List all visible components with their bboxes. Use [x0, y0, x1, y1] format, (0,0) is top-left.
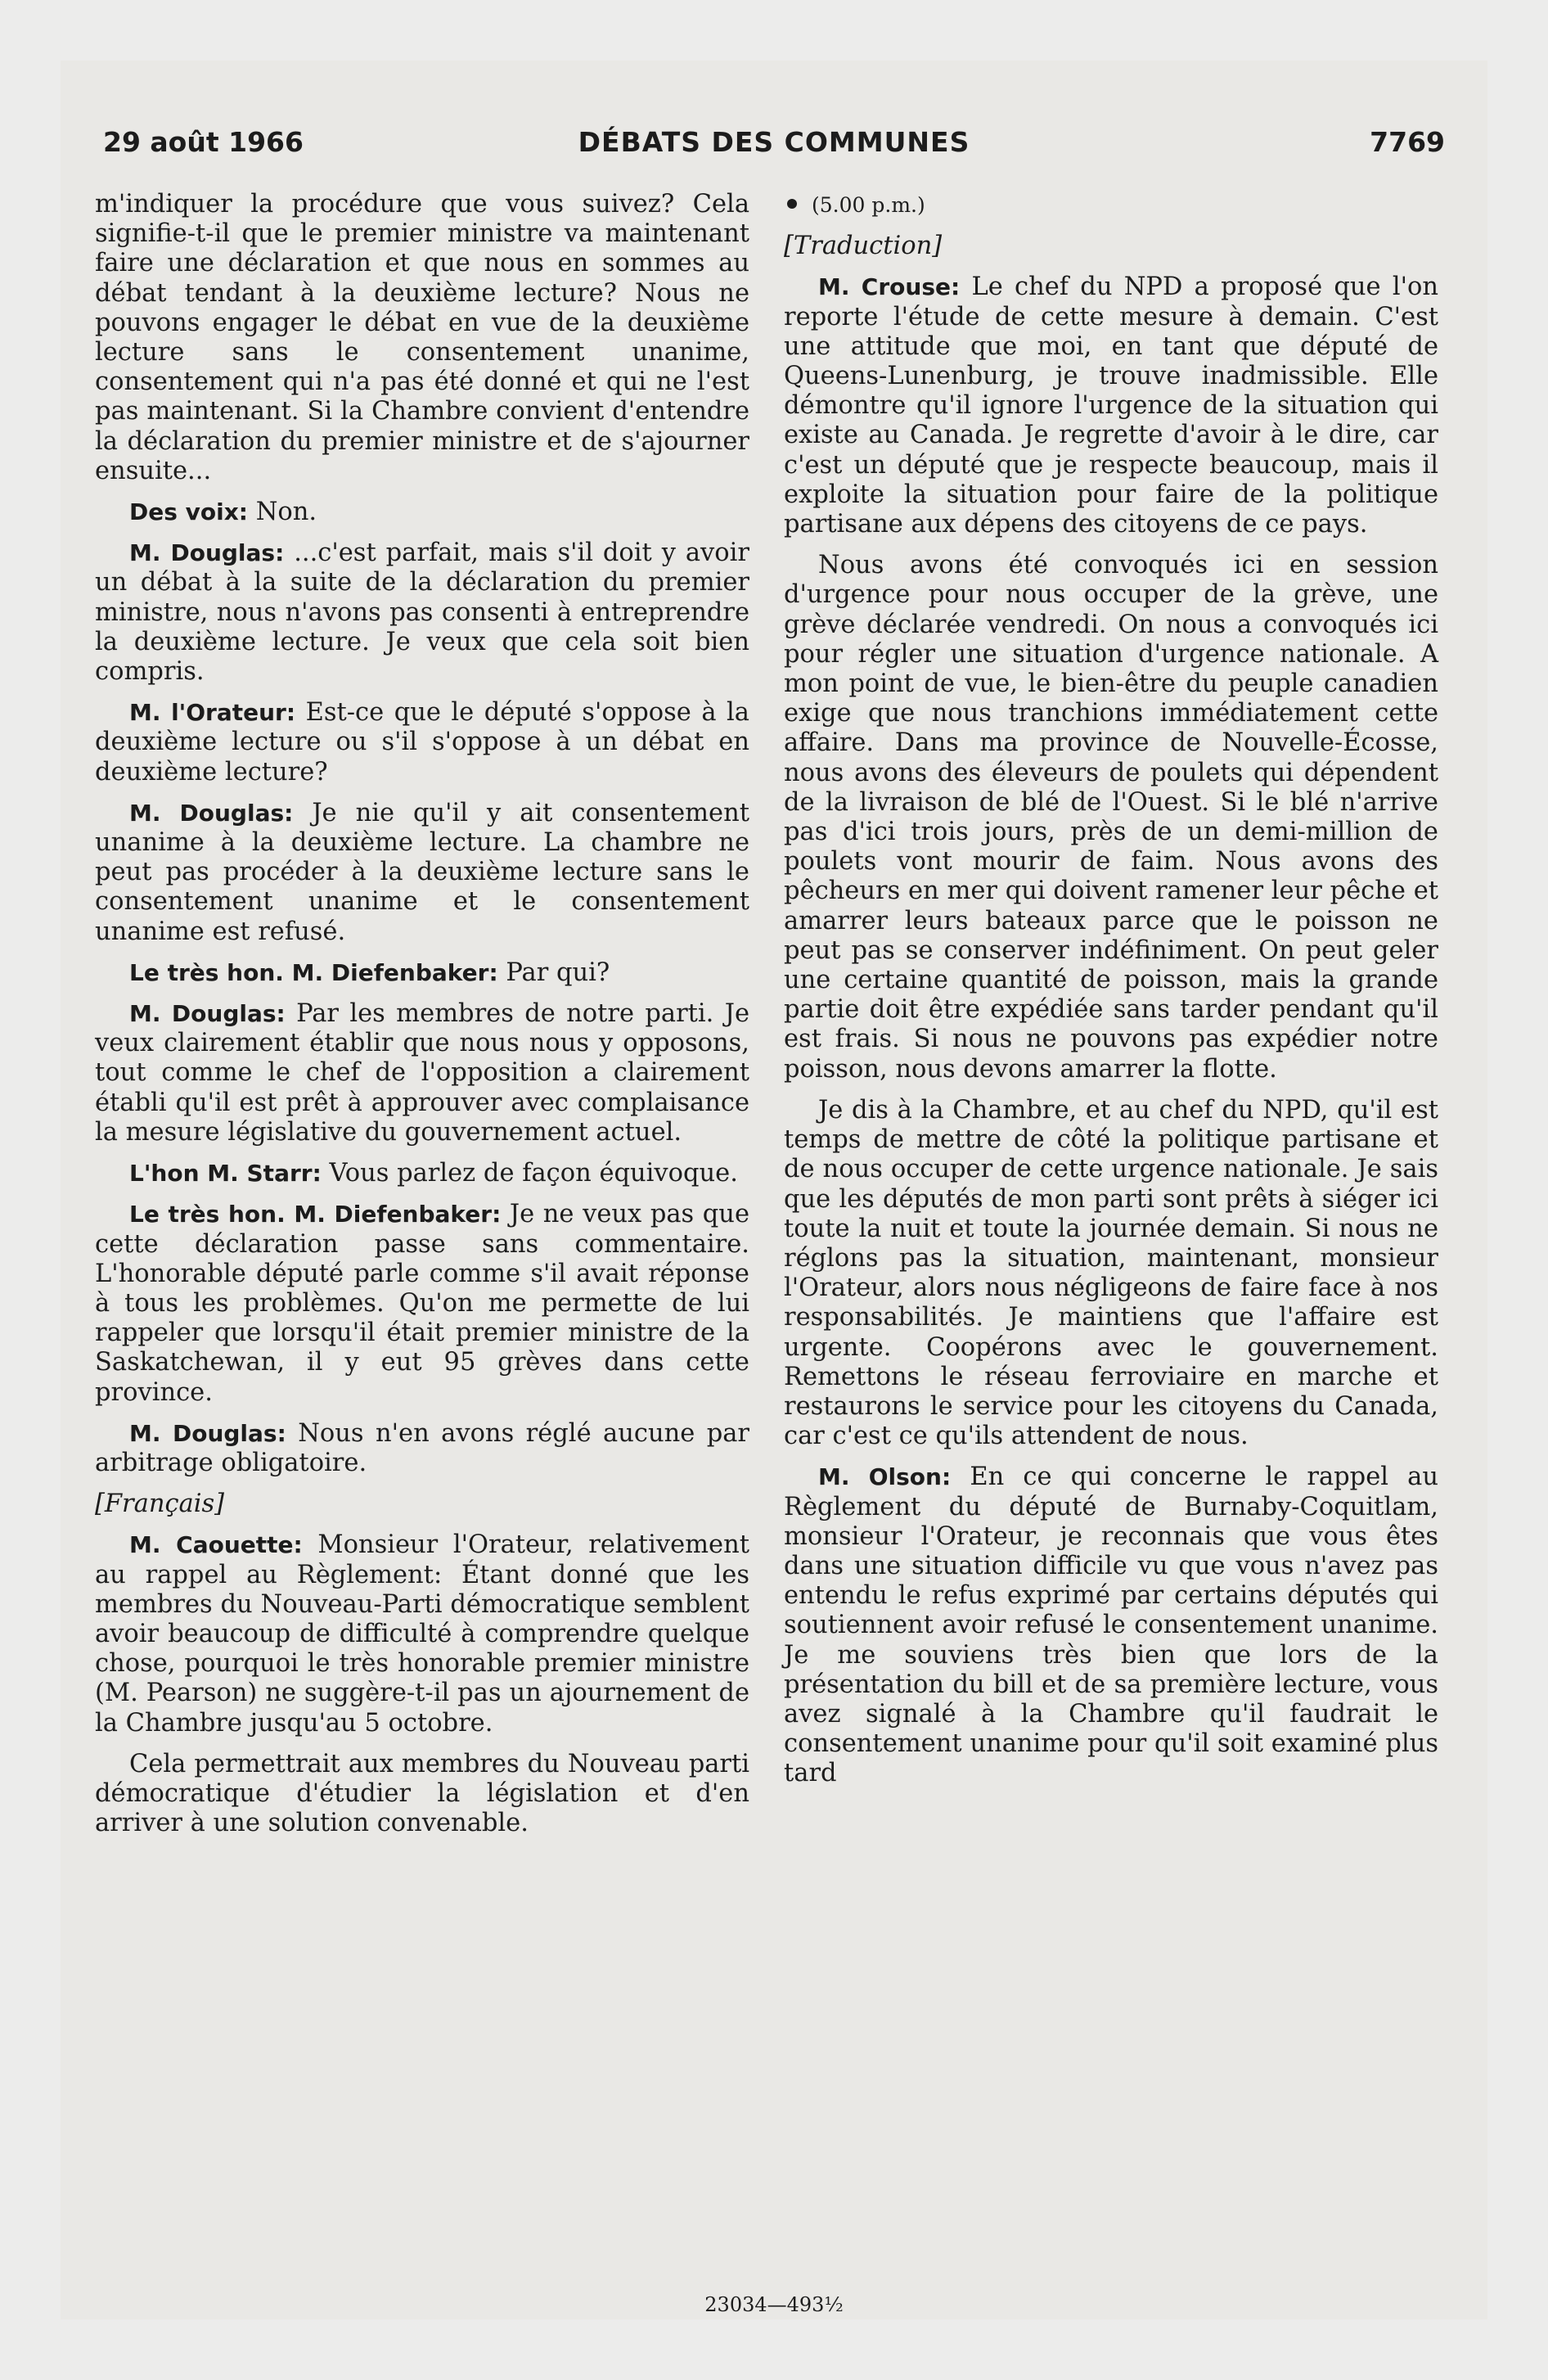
- speech: M. Douglas: Par les membres de notre parti. Je veux clairement établir que nous nous y opposons, tout comme le chef de l'opposition a clairement établi qu'il est prêt à approuver avec complaisance la mesure législative du gouvernement actuel.: [95, 999, 749, 1147]
- speech: M. l'Orateur: Est-ce que le député s'oppose à la deuxième lecture ou s'il s'oppose à un débat en deuxième lecture?: [95, 698, 749, 787]
- speech: L'hon M. Starr: Vous parlez de façon équivoque.: [129, 1159, 738, 1188]
- page-header: [103, 126, 1445, 175]
- speech: M. Caouette: Monsieur l'Orateur, relativement au rappel au Règlement: Étant donné que les membres du Nouveau-Parti démocratique semblent avoir beaucoup de difficulté à comprendre quelque chose, pourquoi le très honorable premier ministre (M. Pearson) ne suggère-t-il pas un ajournement de la Chambre jusqu'au 5 octobre.: [95, 1530, 749, 1738]
- speaker-name: Le très hon. M. Diefenbaker:: [129, 958, 498, 986]
- speech: M. Crouse: Le chef du NPD a proposé que l'on reporte l'étude de cette mesure à demain. C'est une attitude que moi, en tant que député de Queens-Lunenburg, je trouve inadmissible. Elle démontre qu'il ignore l'urgence de la situation qui existe au Canada. Je regrette d'avoir à le dire, car c'est un député que je respecte beaucoup, mais il exploite la situation pour faire de la politique partisane aux dépens des citoyens de ce pays.: [784, 273, 1438, 539]
- bullet-icon: [787, 199, 797, 209]
- document-page: [61, 61, 1487, 2319]
- speaker-name: M. Caouette:: [129, 1531, 303, 1559]
- speech: M. Olson: En ce qui concerne le rappel au Règlement du député de Burnaby-Coquitlam, monsieur l'Orateur, je reconnais que vous êtes dans une situation difficile vu que vous n'avez pas entendu le refus exprimé par certains députés qui soutiennent avoir refusé le consentement unanime. Je me souviens très bien que lors de la présentation du bill et de sa première lecture, vous avez signalé à la Chambre qu'il faudrait le consentement unanime pour qu'il soit examiné plus tard: [784, 1463, 1439, 1788]
- speaker-name: M. Douglas:: [129, 1000, 286, 1028]
- speech: M. Douglas: Je nie qu'il y ait consentement unanime à la deuxième lecture. La chambre ne peut pas procéder à la deuxième lecture sans le consentement unanime et le consentement unanime est refusé.: [95, 798, 749, 946]
- speaker-name: M. Douglas:: [129, 799, 294, 827]
- speaker-name: M. Olson:: [818, 1463, 952, 1491]
- speech: Le très hon. M. Diefenbaker: Je ne veux pas que cette déclaration passe sans commentaire. L'honorable député parle comme s'il avait réponse à tous les problèmes. Qu'on me permette de lui rappeler que lorsqu'il était premier ministre de la Saskatchewan, il y eut 95 grèves dans cette province.: [95, 1200, 749, 1407]
- speaker-name: M. l'Orateur:: [129, 699, 296, 727]
- speech: M. Douglas: Nous n'en avons réglé aucune par arbitrage obligatoire.: [95, 1418, 750, 1477]
- right-column: [784, 190, 1438, 1801]
- paragraph: Cela permettrait aux membres du Nouveau parti démocratique d'étudier la législation et d'en arriver à une solution convenable.: [95, 1749, 749, 1838]
- speaker-name: L'hon M. Starr:: [129, 1160, 322, 1188]
- speaker-name: M. Douglas:: [129, 1419, 286, 1447]
- speaker-name: M. Douglas:: [129, 539, 285, 567]
- language-note: [Français]: [95, 1490, 225, 1519]
- header-title: DÉBATS DES COMMUNES: [578, 126, 970, 158]
- header-date: 29 août 1966: [103, 126, 304, 158]
- paragraph: Nous avons été convoqués ici en session d'urgence pour nous occuper de la grève, une grève déclarée vendredi. On nous a convoqués ici pour régler une situation d'urgence nationale. A mon point de vue, le bien-être du peuple canadien exige que nous tranchions immédiatement cette affaire. Dans ma province de Nouvelle-Écosse, nous avons des éleveurs de poulets qui dépendent de la livraison de blé de l'Ouest. Si le blé n'arrive pas d'ici trois jours, près de un demi-million de poulets vont mourir de faim. Nous avons des pêcheurs en mer qui doivent ramener leur pêche et amarrer leurs bateaux parce que le poisson ne peut pas se conserver indéfiniment. On peut geler une certaine quantité de poisson, mais la grande partie doit être expédiée sans tarder pendant qu'il est frais. Si nous ne pouvons pas expédier notre poisson, nous devons amarrer la flotte.: [784, 551, 1438, 1084]
- speaker-name: Le très hon. M. Diefenbaker:: [129, 1201, 502, 1228]
- paragraph: Je dis à la Chambre, et au chef du NPD, qu'il est temps de mettre de côté la politique partisane et de nous occuper de cette urgence nationale. Je sais que les députés de mon parti sont prêts à siéger ici toute la nuit et toute la journée demain. Si nous ne réglons pas la situation, maintenant, monsieur l'Orateur, alors nous négligeons de faire face à nos responsabilités. Je maintiens que l'affaire est urgente. Coopérons avec le gouvernement. Remettons le réseau ferroviaire en marche et restaurons le service pour les citoyens du Canada, car c'est ce qu'ils attendent de nous.: [784, 1095, 1438, 1451]
- time-marker: (5.00 p.m.): [784, 190, 1438, 220]
- header-page-number: 7769: [1370, 126, 1445, 158]
- paragraph: m'indiquer la procédure que vous suivez? Cela signifie-t-il que le premier ministre va maintenant faire une déclaration et que nous en sommes au débat tendant à la deuxième lecture? Nous ne pouvons engager le débat en vue de la deuxième lecture sans le consentement unanime, consentement qui n'a pas été donné et qui ne l'est pas maintenant. Si la Chambre convient d'entendre la déclaration du premier ministre et de s'ajourner ensuite...: [95, 190, 749, 485]
- left-column: [95, 190, 749, 1850]
- speaker-name: Des voix:: [129, 498, 248, 526]
- speech: M. Douglas: ...c'est parfait, mais s'il doit y avoir un débat à la suite de la déclaration du premier ministre, nous n'avons pas consenti à entreprendre la deuxième lecture. Je veux que cela soit bien compris.: [95, 539, 749, 687]
- language-note: [Traduction]: [784, 232, 943, 261]
- page-footer-code: 23034—493½: [704, 2293, 844, 2316]
- speaker-name: M. Crouse:: [818, 273, 961, 301]
- speech: Le très hon. M. Diefenbaker: Par qui?: [129, 958, 610, 987]
- speech: Des voix: Non.: [129, 498, 317, 527]
